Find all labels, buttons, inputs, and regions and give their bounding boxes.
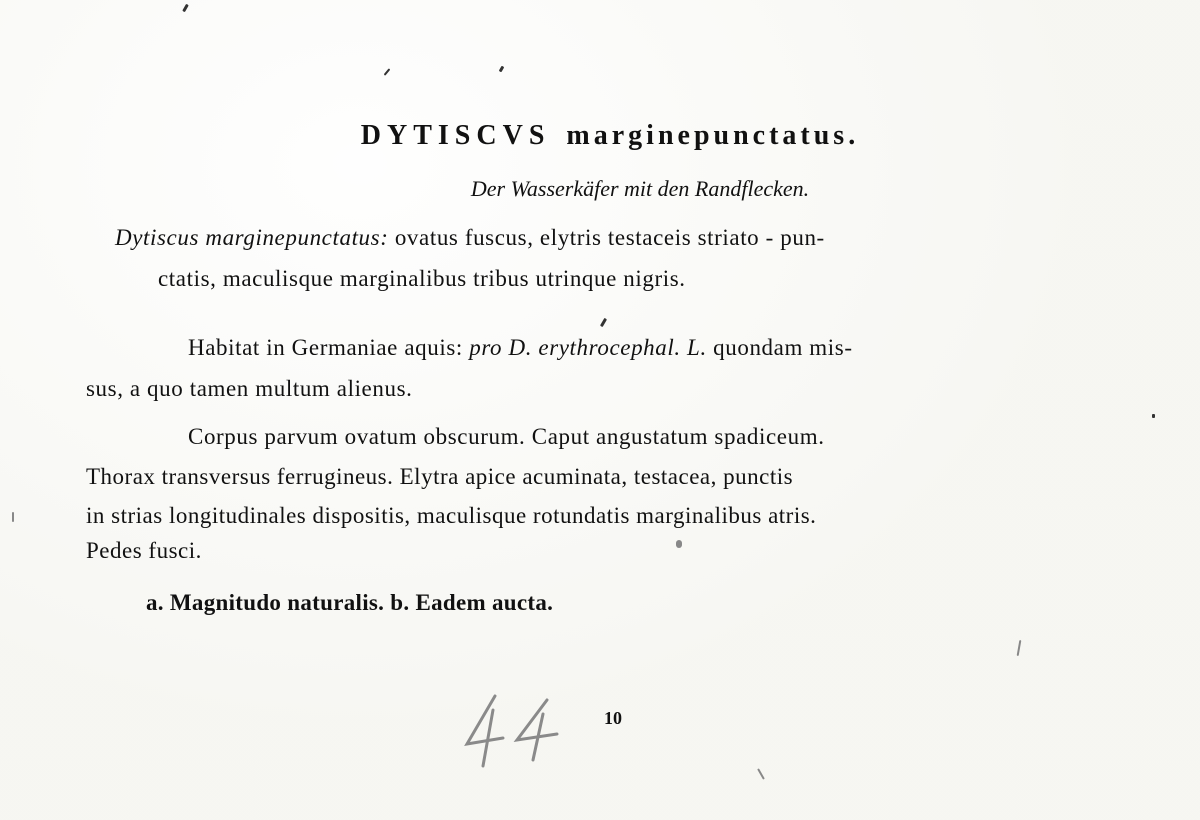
description-line-2: Thorax transversus ferrugineus. Elytra apice acuminata, testacea, punctis bbox=[86, 464, 794, 489]
paper-speck bbox=[12, 512, 14, 522]
handwritten-note bbox=[455, 688, 570, 768]
title-species: marginepunctatus. bbox=[566, 120, 860, 151]
description-line-1: Corpus parvum ovatum obscurum. Caput angustatum spadiceum. bbox=[188, 424, 825, 449]
paper-speck bbox=[384, 68, 391, 75]
paper-speck bbox=[676, 540, 682, 548]
description-line-3: in strias longitudinales dispositis, maculisque rotundatis marginalibus atris. bbox=[86, 503, 817, 528]
diagnosis-line-1 bbox=[115, 225, 825, 251]
diagnosis-line-2: ctatis, maculisque marginalibus tribus utrinque nigris. bbox=[158, 266, 686, 291]
paper-speck bbox=[182, 4, 189, 12]
habitat-reference: pro D. erythrocephal. L. bbox=[469, 335, 707, 360]
species-title bbox=[0, 120, 1200, 152]
paper-speck bbox=[757, 768, 765, 779]
paper-speck bbox=[1017, 640, 1022, 656]
paper-speck bbox=[600, 318, 607, 327]
diagnosis-line-1-rest: ovatus fuscus, elytris testaceis striato - pun- bbox=[394, 225, 825, 250]
habitat-end: quondam mis- bbox=[713, 335, 853, 360]
habitat-line-2: sus, a quo tamen multum alienus. bbox=[86, 376, 413, 401]
german-subtitle: Der Wasserkäfer mit den Randflecken. bbox=[470, 176, 810, 201]
paper-speck bbox=[499, 66, 505, 73]
habitat-line-1 bbox=[188, 335, 853, 361]
description-line-4: Pedes fusci. bbox=[86, 538, 202, 563]
figure-caption: a. Magnitudo naturalis. b. Eadem aucta. bbox=[146, 590, 554, 615]
paper-speck bbox=[1152, 414, 1155, 418]
diagnosis-lead: Dytiscus marginepunctatus: bbox=[115, 225, 389, 250]
habitat-start: Habitat in Germaniae aquis: bbox=[188, 335, 463, 360]
page-number: 10 bbox=[604, 708, 622, 728]
title-genus: DYTISCVS bbox=[360, 120, 551, 151]
